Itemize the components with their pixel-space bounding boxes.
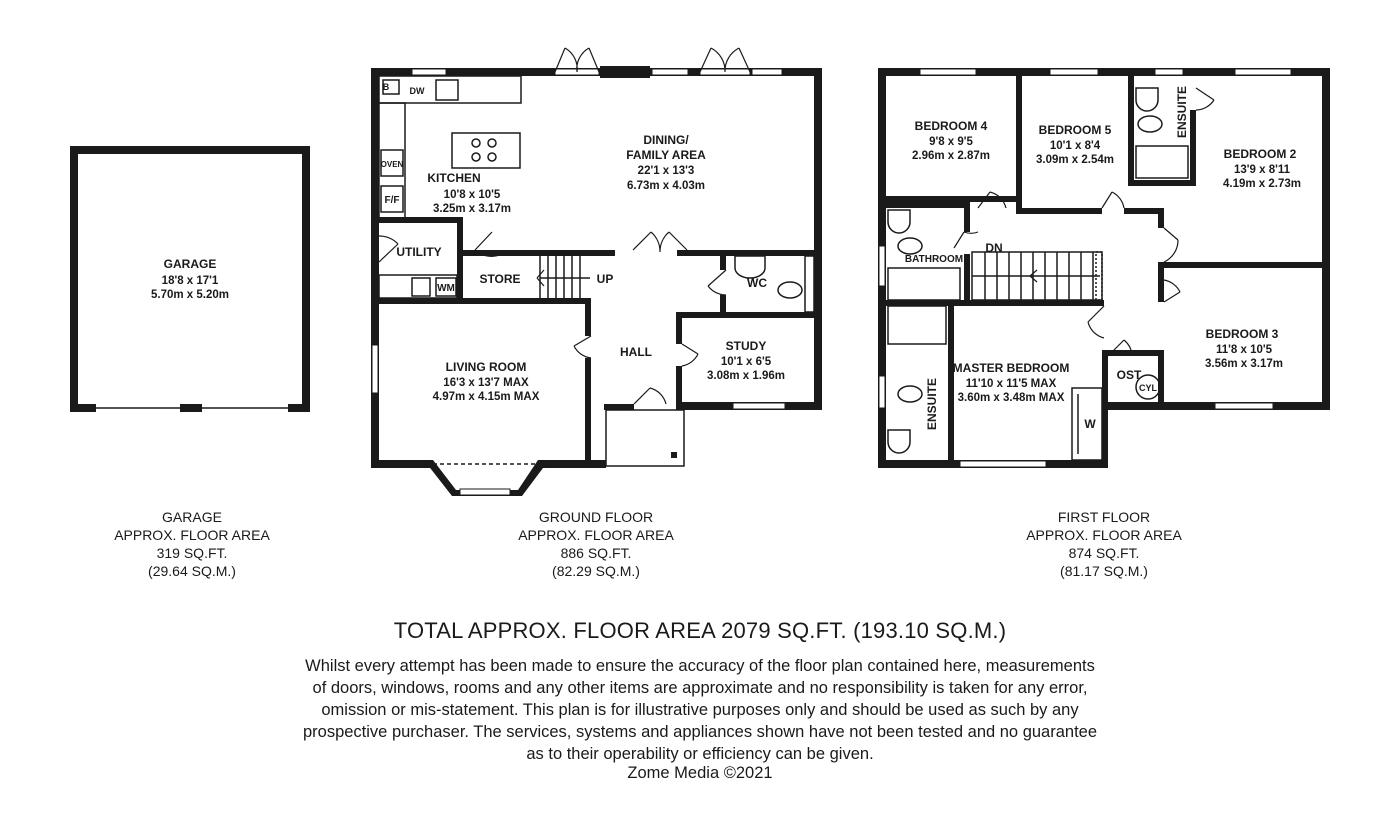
ground-floor-plan [371,48,822,496]
living-room-metric: 4.97m x 4.15m MAX [432,391,540,403]
kitchen-metric: 3.25m x 3.17m [432,203,512,215]
total-floor-area: TOTAL APPROX. FLOOR AREA 2079 SQ.FT. (193.10 SQ.M.) [393,618,1007,643]
bedroom4-metric: 2.96m x 2.87m [911,150,991,162]
bedroom3-metric: 3.56m x 3.17m [1204,358,1284,370]
oven-label: OVEN [380,160,404,169]
bedroom5-metric: 3.09m x 2.54m [1035,154,1115,166]
dining-metric: 6.73m x 4.03m [626,180,706,192]
first-floor-area-line1: APPROX. FLOOR AREA [1026,527,1182,543]
garage-area-sqm: (29.64 SQ.M.) [148,563,236,579]
dining-name-line1: DINING/ [643,133,689,147]
master-bedroom-metric: 3.60m x 3.48m MAX [957,392,1065,404]
bedroom2-name: BEDROOM 2 [1223,147,1297,161]
kitchen-imperial: 10'8 x 10'5 [443,189,501,201]
washing-machine-label: WM [437,283,455,294]
first-floor-area-sqft: 874 SQ.FT. [1068,545,1140,561]
garage-area-line1: APPROX. FLOOR AREA [114,527,270,543]
bathroom-name: BATHROOM [904,254,964,265]
bedroom5-imperial: 10'1 x 8'4 [1049,140,1101,152]
credit: Zome Media ©2021 [627,764,773,782]
bedroom2-imperial: 13'9 x 8'11 [1234,164,1290,176]
fridge-freezer-label: F/F [384,195,400,206]
ost-name: OST [1116,368,1142,382]
disclaimer-line: omission or mis-statement. This plan is for illustrative purposes only and should be used as such by any [321,701,1079,719]
ensuite1-name: ENSUITE [925,377,939,431]
ground-floor-area-sqft: 886 SQ.FT. [560,545,632,561]
first-floor-area-title: FIRST FLOOR [1057,509,1151,525]
bedroom5-name: BEDROOM 5 [1038,123,1112,137]
ensuite2-name: ENSUITE [1175,85,1189,139]
store-name: STORE [479,272,521,286]
master-bedroom-imperial: 11'10 x 11'5 MAX [965,378,1057,390]
utility-name: UTILITY [396,245,442,259]
kitchen-name: KITCHEN [427,171,481,185]
cylinder-label: CYL [1139,383,1157,393]
ground-floor-area-label [496,508,696,580]
first-floor-area-label [1004,508,1204,580]
garage-room-imperial: 18'8 x 17'1 [161,275,219,287]
bedroom4-imperial: 9'8 x 9'5 [929,136,973,148]
disclaimer [200,655,1200,765]
study-name: STUDY [725,339,767,353]
disclaimer-line: of doors, windows, rooms and any other items are approximate and no responsibility is taken for any error, [312,679,1088,697]
bedroom3-imperial: 11'8 x 10'5 [1216,344,1272,356]
disclaimer-line: Whilst every attempt has been made to ensure the accuracy of the floor plan contained here, measurements [305,657,1095,675]
garage-room-name: GARAGE [163,257,217,271]
boiler-label: B [382,82,390,92]
bedroom3-name: BEDROOM 3 [1205,327,1279,341]
disclaimer-line: prospective purchaser. The services, systems and appliances shown have not been tested and no guarantee [302,723,1098,741]
disclaimer-line: as to their operability or efficiency can be given. [526,745,874,763]
first-floor-area-sqm: (81.17 SQ.M.) [1060,563,1148,579]
ground-floor-area-line1: APPROX. FLOOR AREA [518,527,674,543]
up-label: UP [596,272,614,286]
garage-area-sqft: 319 SQ.FT. [156,545,228,561]
wc-name: WC [747,276,767,290]
bedroom2-metric: 4.19m x 2.73m [1222,178,1302,190]
bedroom4-name: BEDROOM 4 [914,119,988,133]
garage-area-label [92,508,292,580]
living-room-imperial: 16'3 x 13'7 MAX [443,377,529,389]
garage-area-title: GARAGE [162,509,222,525]
living-room-name: LIVING ROOM [445,360,527,374]
first-floor-plan [878,68,1330,468]
garage-plan [70,146,310,412]
ground-floor-area-sqm: (82.29 SQ.M.) [552,563,640,579]
garage-room-metric: 5.70m x 5.20m [150,289,230,301]
ground-floor-area-title: GROUND FLOOR [538,509,654,525]
dishwasher-label: DW [409,86,425,96]
study-imperial: 10'1 x 6'5 [720,356,772,368]
dining-name-line2: FAMILY AREA [626,148,706,162]
hall-name: HALL [620,345,652,359]
master-bedroom-name: MASTER BEDROOM [952,361,1070,375]
dining-imperial: 22'1 x 13'3 [637,165,695,177]
study-metric: 3.08m x 1.96m [706,370,786,382]
dn-label: DN [985,241,1003,255]
wardrobe-label: W [1084,417,1096,431]
